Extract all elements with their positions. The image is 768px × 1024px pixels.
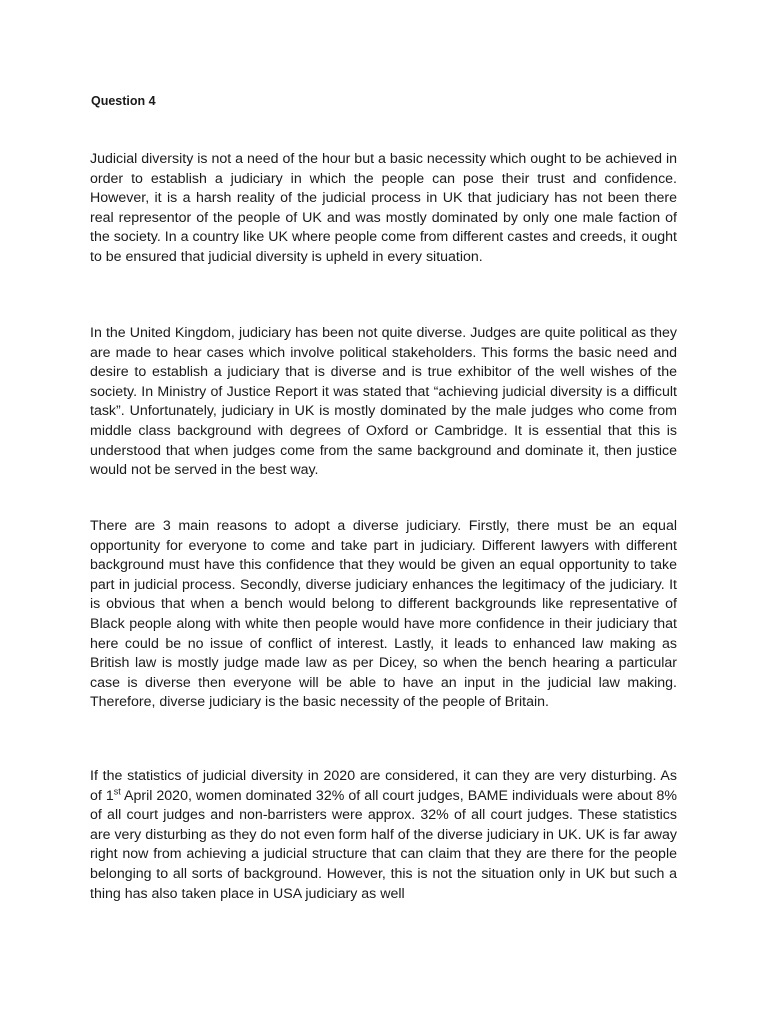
- paragraph-4: [90, 767, 677, 904]
- paragraph-4-text-end: April 2020, women dominated 32% of all court judges, BAME individuals were about 8% of all court judges and non-barristers were approx. 32% of all court judges. These statistics are very disturbing as they do not even form half of the diverse judiciary in UK. UK is far away right now from achieving a judicial structure that can claim that they are there for the people belonging to all sorts of background. However, this is not the situation only in UK but such a thing has also taken place in USA judiciary as well: [90, 787, 678, 902]
- question-heading: Question 4: [91, 94, 156, 108]
- paragraph-1: Judicial diversity is not a need of the hour but a basic necessity which ought to be achieved in order to establish a judiciary in which the people can pose their trust and confidence. However, it is a harsh reality of the judicial process in UK that judiciary has not been there real representor of the people of UK and was mostly dominated by only one male faction of the society. In a country like UK where people come from different castes and creeds, it ought to be ensured that judicial diversity is upheld in every situation.: [90, 151, 677, 265]
- paragraph-2: In the United Kingdom, judiciary has been not quite diverse. Judges are quite political as they are made to hear cases which involve political stakeholders. This forms the basic need and desire to establish a judiciary that is diverse and is true exhibitor of the well wishes of the society. In Ministry of Justice Report it was stated that “achieving judicial diversity is a difficult task”. Unfortunately, judiciary in UK is mostly dominated by the male judges who come from middle class background with degrees of Oxford or Cambridge. It is essential that this is understood that when judges come from the same background and dominate it, then justice would not be served in the best way.: [90, 325, 677, 479]
- ordinal-superscript: st: [113, 785, 121, 796]
- paragraph-3: There are 3 main reasons to adopt a diverse judiciary. Firstly, there must be an equal opportunity for everyone to come and take part in judiciary. Different lawyers with different background must have this confidence that they would be given an equal opportunity to take part in judicial process. Secondly, diverse judiciary enhances the legitimacy of the judiciary. It is obvious that when a bench would belong to different backgrounds like representative of Black people along with white then people would have more confidence in their judiciary that here could be no issue of conflict of interest. Lastly, it leads to enhanced law making as British law is mostly judge made law as per Dicey, so when the bench hearing a particular case is diverse then everyone will be able to have an input in the judicial law making. Therefore, diverse judiciary is the basic necessity of the people of Britain.: [90, 518, 677, 711]
- paragraph-4-text-start: If the statistics of judicial diversity in 2020 are considered, it can they are very disturbing. As of 1: [90, 768, 677, 804]
